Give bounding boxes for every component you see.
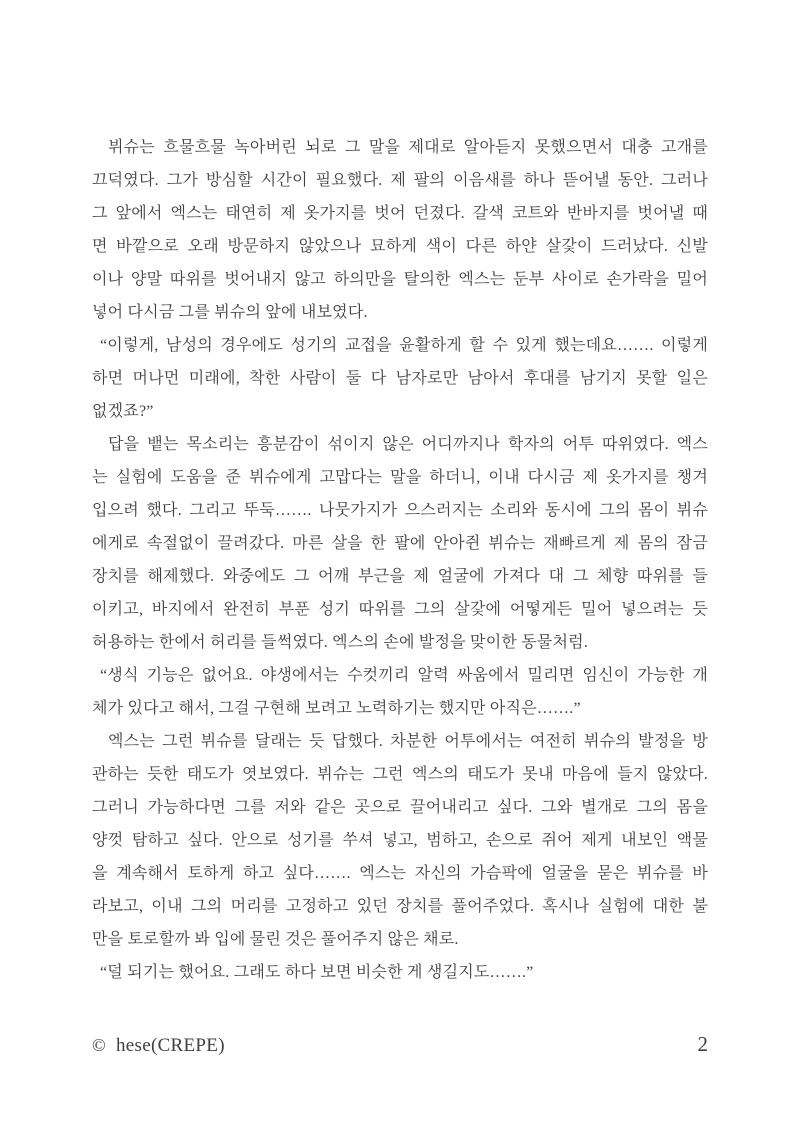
text-line: 이키고, 바지에서 완전히 부푼 성기 따위를 그의 살갗에 어떻게든 밀어 넣으려는 듯 bbox=[92, 601, 708, 618]
text-line: 양껏 탐하고 싶다. 안으로 성기를 쑤셔 넣고, 범하고, 손으로 쥐어 제게 내보인 액물 bbox=[92, 832, 708, 849]
text-line: 그러니 가능하다면 그를 저와 같은 곳으로 끌어내리고 싶다. 그와 별개로 그의 몸을 bbox=[92, 799, 708, 816]
credit-text: hese(CREPE) bbox=[115, 1035, 225, 1056]
dialogue-paragraph bbox=[92, 956, 708, 989]
page-number: 2 bbox=[697, 1032, 708, 1056]
text-line: 입으려 했다. 그리고 뚜둑……. 나뭇가지가 으스러지는 소리와 동시에 그의 몸이 뷔슈 bbox=[92, 502, 708, 519]
text-line: 허용하는 한에서 허리를 들썩였다. 엑스의 손에 발정을 맞이한 동물처럼. bbox=[92, 634, 589, 651]
text-line: 면 바깥으로 오래 방문하지 않았으나 묘하게 색이 다른 하얀 살갗이 드러났다. 신발 bbox=[92, 238, 708, 255]
narrative-paragraph bbox=[92, 725, 708, 956]
dialogue-paragraph bbox=[92, 659, 708, 725]
body-text bbox=[92, 131, 708, 989]
text-line: 이나 양말 따위를 벗어내지 않고 하의만을 탈의한 엑스는 둔부 사이로 손가락을 밀어 bbox=[92, 271, 708, 288]
text-line: “생식 기능은 없어요. 야생에서는 수컷끼리 알력 싸움에서 밀리면 임신이 가능한 개 bbox=[100, 667, 708, 684]
text-line: 그 앞에서 엑스는 태연히 제 옷가지를 벗어 던졌다. 갈색 코트와 반바지를 벗어낼 때 bbox=[92, 205, 708, 222]
page-footer bbox=[92, 1032, 708, 1062]
narrative-paragraph bbox=[92, 131, 708, 329]
text-line: 을 계속해서 토하게 하고 싶다……. 엑스는 자신의 가슴팍에 얼굴을 묻은 뷔슈를 바 bbox=[92, 865, 708, 882]
text-line: “덜 되기는 했어요. 그래도 하다 보면 비슷한 게 생길지도…….” bbox=[100, 964, 534, 981]
text-line: 하면 머나먼 미래에, 착한 사람이 둘 다 남자로만 남아서 후대를 남기지 못할 일은 bbox=[92, 370, 708, 387]
text-line: 끄덕였다. 그가 방심할 시간이 필요했다. 제 팔의 이음새를 하나 뜯어낼 동안. 그러나 bbox=[92, 172, 708, 189]
text-line: 만을 토로할까 봐 입에 물린 것은 풀어주지 않은 채로. bbox=[92, 931, 459, 948]
narrative-paragraph bbox=[92, 428, 708, 659]
text-line: 체가 있다고 해서, 그걸 구현해 보려고 노력하기는 했지만 아직은…….” bbox=[92, 700, 581, 717]
text-line: 없겠죠?” bbox=[92, 403, 154, 420]
text-line: 엑스는 그런 뷔슈를 달래는 듯 답했다. 차분한 어투에서는 여전히 뷔슈의 발정을 방 bbox=[108, 733, 708, 750]
text-line: 에게로 속절없이 끌려갔다. 마른 살을 한 팔에 안아쥔 뷔슈는 재빠르게 제 몸의 잠금 bbox=[92, 535, 708, 552]
dialogue-paragraph bbox=[92, 329, 708, 428]
text-line: 답을 뱉는 목소리는 흥분감이 섞이지 않은 어디까지나 학자의 어투 따위였다. 엑스 bbox=[108, 436, 708, 453]
text-line: 는 실험에 도움을 준 뷔슈에게 고맙다는 말을 하더니, 이내 다시금 제 옷가지를 챙겨 bbox=[92, 469, 708, 486]
text-line: 장치를 해제했다. 와중에도 그 어깨 부근을 제 얼굴에 가져다 대 그 체향 따위를 들 bbox=[92, 568, 708, 585]
text-line: 뷔슈는 흐물흐물 녹아버린 뇌로 그 말을 제대로 알아듣지 못했으면서 대충 고개를 bbox=[108, 139, 708, 156]
text-line: “이렇게, 남성의 경우에도 성기의 교접을 윤활하게 할 수 있게 했는데요……. 이렇게 bbox=[100, 337, 708, 354]
copyright-credit bbox=[92, 1035, 225, 1057]
text-line: 관하는 듯한 태도가 엿보였다. 뷔슈는 그런 엑스의 태도가 못내 마음에 들지 않았다. bbox=[92, 766, 708, 783]
text-line: 라보고, 이내 그의 머리를 고정하고 있던 장치를 풀어주었다. 혹시나 실험에 대한 불 bbox=[92, 898, 708, 915]
text-line: 넣어 다시금 그를 뷔슈의 앞에 내보였다. bbox=[92, 304, 368, 321]
copyright-icon: © bbox=[92, 1035, 106, 1055]
